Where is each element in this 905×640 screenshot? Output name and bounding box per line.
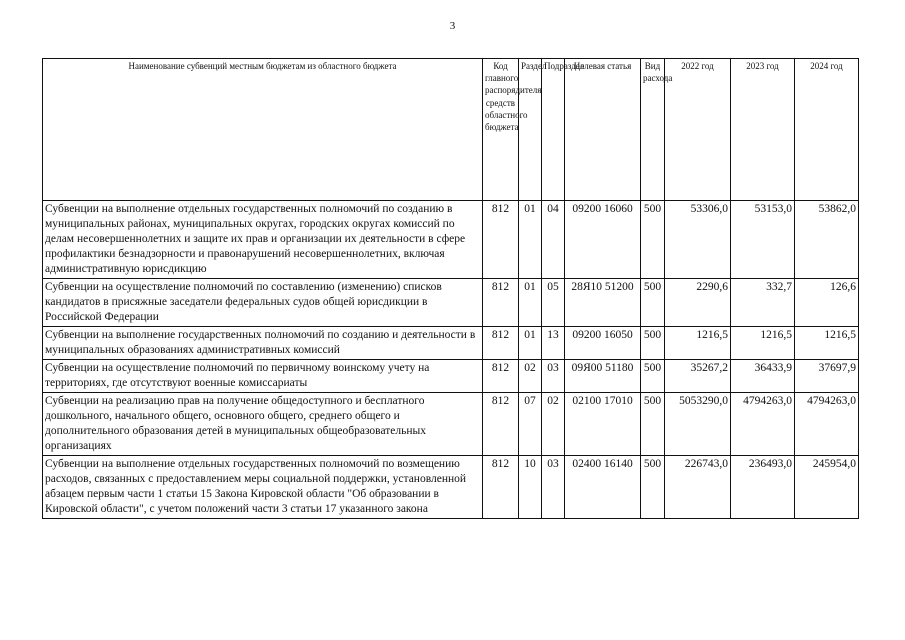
section: 01 <box>519 279 542 327</box>
admin-code: 812 <box>483 393 519 456</box>
amount-2024: 245954,0 <box>795 456 859 519</box>
amount-2022: 2290,6 <box>665 279 731 327</box>
subsection: 04 <box>542 201 565 279</box>
amount-2022: 35267,2 <box>665 360 731 393</box>
section: 07 <box>519 393 542 456</box>
page-number: 3 <box>449 20 456 32</box>
section: 10 <box>519 456 542 519</box>
table-row <box>43 327 859 360</box>
table-row <box>43 279 859 327</box>
amount-2024: 4794263,0 <box>795 393 859 456</box>
section: 01 <box>519 201 542 279</box>
table-row <box>43 393 859 456</box>
amount-2023: 1216,5 <box>731 327 795 360</box>
admin-code: 812 <box>483 360 519 393</box>
amount-2023: 236493,0 <box>731 456 795 519</box>
subsidy-name: Субвенции на осуществление полномочий по составлению (изменению) списков кандидатов в присяжные заседатели федеральных судов общей юрисдикции в Российской Федерации <box>43 279 483 327</box>
subsidies-table <box>42 58 859 519</box>
header-subsection: Подраздел <box>542 59 565 201</box>
subsidy-name: Субвенции на реализацию прав на получение общедоступного и бесплатного дошкольного, начального общего, основного общего, среднего общего и дополнительного образования детей в муниципальных общеобразовательных организациях <box>43 393 483 456</box>
target-article: 09Я00 51180 <box>565 360 641 393</box>
admin-code: 812 <box>483 279 519 327</box>
table-header-row <box>43 59 859 201</box>
admin-code: 812 <box>483 201 519 279</box>
amount-2024: 126,6 <box>795 279 859 327</box>
target-article: 28Я10 51200 <box>565 279 641 327</box>
target-article: 09200 16060 <box>565 201 641 279</box>
table-row <box>43 201 859 279</box>
section: 01 <box>519 327 542 360</box>
header-section: Раздел <box>519 59 542 201</box>
subsidy-name: Субвенции на выполнение отдельных государственных полномочий по возмещению расходов, связанных с предоставлением меры социальной поддержки, установленной абзацем первым части 1 статьи 15 Закона Кировской области "Об образовании в Кировской области", с учетом положений части 3 статьи 17 указанного закона <box>43 456 483 519</box>
amount-2023: 4794263,0 <box>731 393 795 456</box>
expense-type: 500 <box>641 327 665 360</box>
header-2024: 2024 год <box>795 59 859 201</box>
target-article: 02400 16140 <box>565 456 641 519</box>
admin-code: 812 <box>483 327 519 360</box>
amount-2022: 1216,5 <box>665 327 731 360</box>
table-row <box>43 456 859 519</box>
header-admin-code: Код главного распорядителя средств областного бюджета <box>483 59 519 201</box>
subsidy-name: Субвенции на выполнение отдельных государственных полномочий по созданию в муниципальных районах, муниципальных округах, городских округах комиссий по делам несовершеннолетних и защите их прав и организации их деятельности в сфере профилактики безнадзорности и правонарушений несовершеннолетних, включая административную юрисдикцию <box>43 201 483 279</box>
subsection: 03 <box>542 360 565 393</box>
header-2023: 2023 год <box>731 59 795 201</box>
expense-type: 500 <box>641 279 665 327</box>
subsection: 13 <box>542 327 565 360</box>
subsidy-name: Субвенции на выполнение государственных полномочий по созданию и деятельности в муниципальных образованиях административных комиссий <box>43 327 483 360</box>
header-name: Наименование субвенций местным бюджетам из областного бюджета <box>43 59 483 201</box>
amount-2024: 53862,0 <box>795 201 859 279</box>
expense-type: 500 <box>641 456 665 519</box>
expense-type: 500 <box>641 201 665 279</box>
subsection: 03 <box>542 456 565 519</box>
target-article: 02100 17010 <box>565 393 641 456</box>
amount-2022: 5053290,0 <box>665 393 731 456</box>
expense-type: 500 <box>641 393 665 456</box>
amount-2023: 36433,9 <box>731 360 795 393</box>
amount-2023: 332,7 <box>731 279 795 327</box>
expense-type: 500 <box>641 360 665 393</box>
table-row <box>43 360 859 393</box>
amount-2024: 37697,9 <box>795 360 859 393</box>
target-article: 09200 16050 <box>565 327 641 360</box>
subsection: 02 <box>542 393 565 456</box>
subsidy-name: Субвенции на осуществление полномочий по первичному воинскому учету на территориях, где отсутствуют военные комиссариаты <box>43 360 483 393</box>
amount-2022: 53306,0 <box>665 201 731 279</box>
amount-2022: 226743,0 <box>665 456 731 519</box>
admin-code: 812 <box>483 456 519 519</box>
subsection: 05 <box>542 279 565 327</box>
amount-2024: 1216,5 <box>795 327 859 360</box>
amount-2023: 53153,0 <box>731 201 795 279</box>
section: 02 <box>519 360 542 393</box>
header-expense-type: Вид расхода <box>641 59 665 201</box>
header-2022: 2022 год <box>665 59 731 201</box>
header-target-article: Целевая статья <box>565 59 641 201</box>
